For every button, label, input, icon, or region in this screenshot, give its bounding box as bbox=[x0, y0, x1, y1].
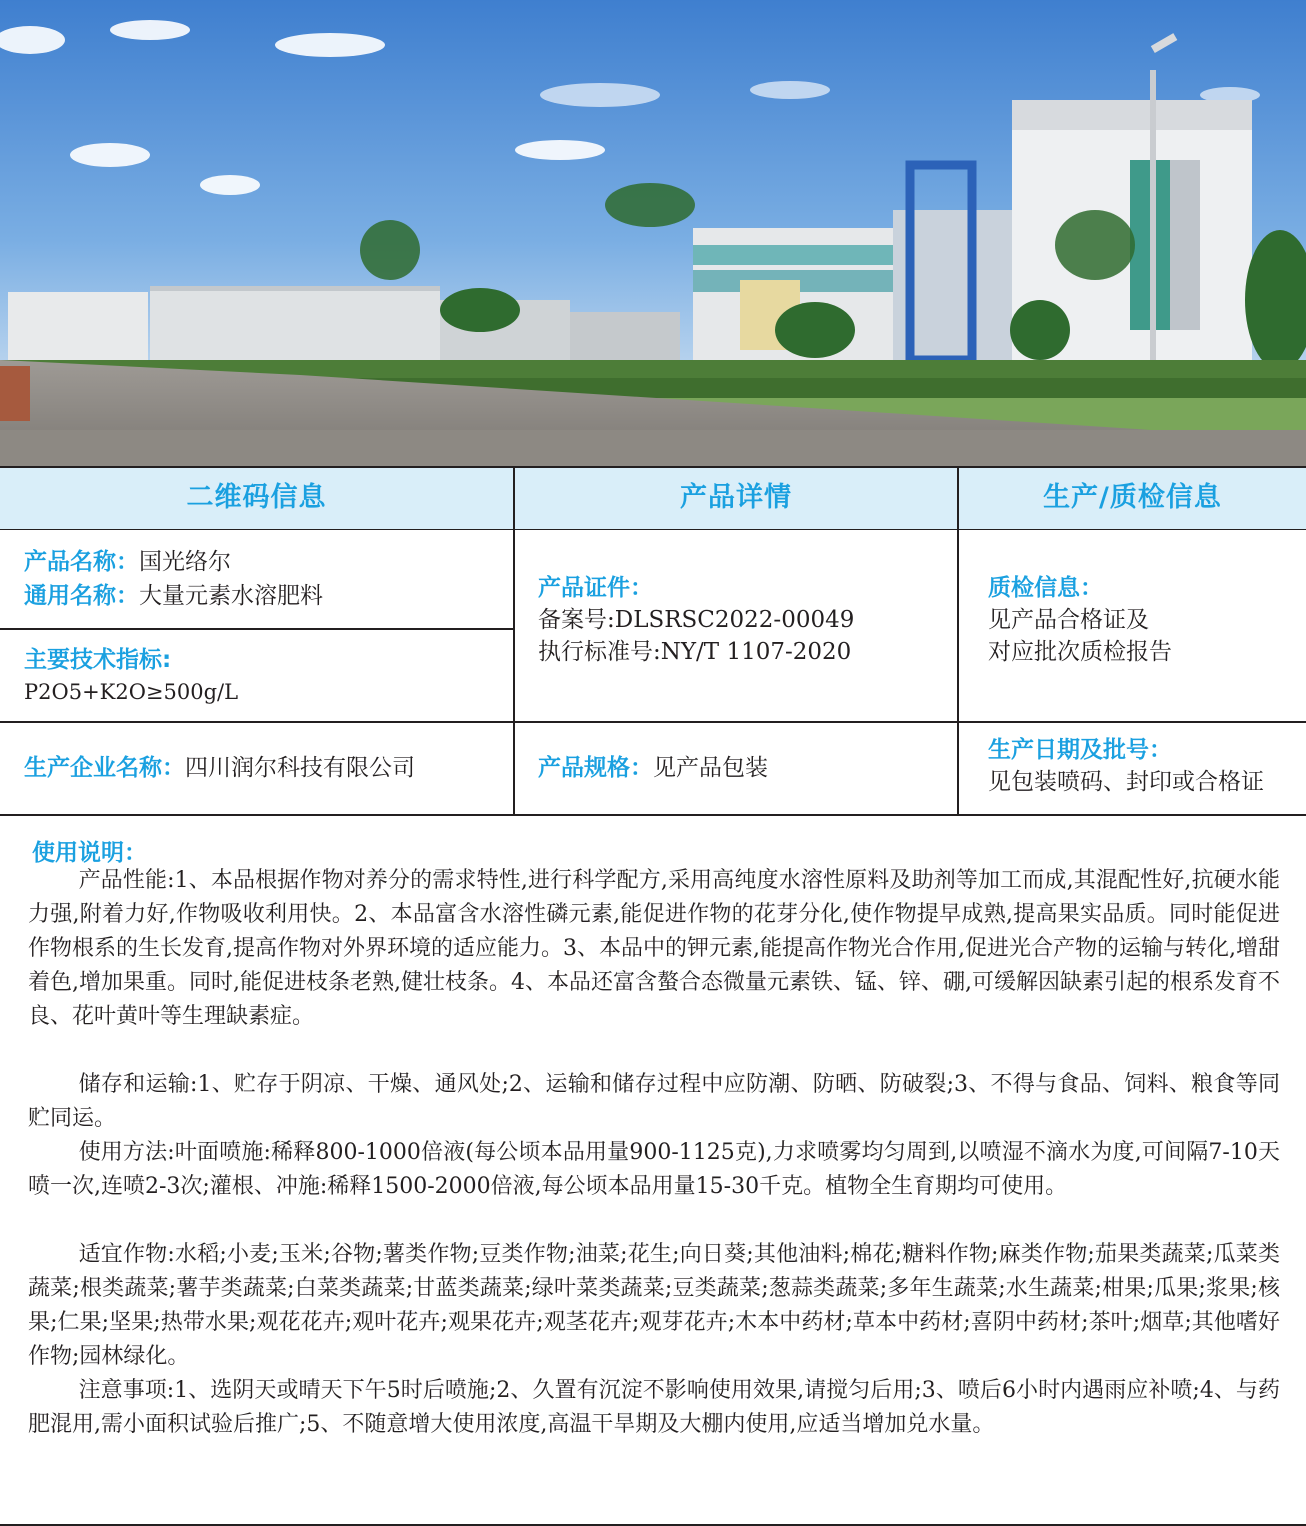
spec-value: 见产品包装 bbox=[653, 755, 768, 781]
factory-illustration bbox=[0, 0, 1306, 466]
header-product-details: 产品详情 bbox=[680, 482, 792, 513]
factory-photo bbox=[0, 0, 1306, 466]
column-divider bbox=[957, 468, 959, 814]
manufacturer-label: 生产企业名称： bbox=[24, 755, 185, 781]
usage-title: 使用说明： bbox=[32, 840, 147, 866]
standard-number: 执行标准号:NY/T 1107-2020 bbox=[538, 639, 852, 665]
quality-value-line1: 见产品合格证及 bbox=[988, 607, 1149, 633]
usage-paragraph-storage: 储存和运输:1、贮存于阴凉、干燥、通风处;2、运输和储存过程中应防潮、防晒、防破裂;3、不得与食品、饲料、粮食等同贮同运。 bbox=[28, 1072, 1280, 1131]
batch-value: 见包装喷码、封印或合格证 bbox=[988, 769, 1264, 795]
certificate-label: 产品证件： bbox=[538, 575, 653, 601]
tech-index-block bbox=[24, 644, 238, 708]
spec-label: 产品规格： bbox=[538, 755, 653, 781]
manufacturer-value: 四川润尔科技有限公司 bbox=[185, 755, 415, 781]
tech-index-value: P2O5+K2O≥500g/L bbox=[24, 680, 239, 704]
product-name-value: 国光络尔 bbox=[139, 549, 231, 575]
usage-paragraph-notes: 注意事项:1、选阴天或晴天下午5时后喷施;2、久置有沉淀不影响使用效果,请搅匀后用;3、喷后6小时内遇雨应补喷;4、与药肥混用,需小面积试验后推广;5、不随意增大使用浓度,高温干旱期及大棚内使用,应适当增加兑水量。 bbox=[28, 1378, 1280, 1437]
quality-value-line2: 对应批次质检报告 bbox=[988, 639, 1172, 665]
usage-paragraph-performance: 产品性能:1、本品根据作物对养分的需求特性,进行科学配方,采用高纯度水溶性原料及助剂等加工而成,其混配性好,抗硬水能力强,附着力好,作物吸收利用快。2、本品富含水溶性磷元素,能促进作物的花芽分化,使作物提早成熟,提高果实品质。同时能促进作物根系的生长发育,提高作物对外界环境的适应能力。3、本品中的钾元素,能提高作物光合作用,促进光合产物的运输与转化,增甜着色,增加果重。同时,能促进枝条老熟,健壮枝条。4、本品还富含螯合态微量元素铁、锰、锌、硼,可缓解因缺素引起的根系发育不良、花叶黄叶等生理缺素症。 bbox=[28, 868, 1280, 1029]
quality-label: 质检信息： bbox=[988, 575, 1103, 601]
spec-block bbox=[538, 752, 768, 786]
tech-index-label: 主要技术指标: bbox=[24, 647, 172, 673]
quality-block bbox=[988, 572, 1172, 668]
usage-instructions bbox=[0, 816, 1306, 1526]
common-name-label: 通用名称： bbox=[24, 583, 139, 609]
column-divider bbox=[513, 468, 515, 814]
product-name-block bbox=[24, 546, 323, 614]
usage-paragraph-crops: 适宜作物:水稻;小麦;玉米;谷物;薯类作物;豆类作物;油菜;花生;向日葵;其他油料;棉花;糖料作物;麻类作物;茄果类蔬菜;瓜菜类蔬菜;根类蔬菜;薯芋类蔬菜;白菜类蔬菜;甘蓝类蔬菜;绿叶菜类蔬菜;豆类蔬菜;葱蒜类蔬菜;多年生蔬菜;水生蔬菜;柑果;瓜果;浆果;核果;仁果;坚果;热带水果;观花花卉;观叶花卉;观果花卉;观茎花卉;观芽花卉;木本中药材;草本中药材;喜阴中药材;茶叶;烟草;其他嗜好作物;园林绿化。 bbox=[28, 1242, 1280, 1369]
product-name-label: 产品名称： bbox=[24, 549, 139, 575]
info-table bbox=[0, 466, 1306, 816]
header-production-qc: 生产/质检信息 bbox=[1043, 482, 1222, 513]
row-divider bbox=[0, 721, 1306, 723]
car bbox=[0, 366, 30, 421]
table-header bbox=[0, 468, 1306, 530]
batch-block bbox=[988, 734, 1264, 798]
batch-label: 生产日期及批号： bbox=[988, 737, 1172, 763]
usage-paragraph-method: 使用方法:叶面喷施:稀释800-1000倍液(每公顷本品用量900-1125克),力求喷雾均匀周到,以喷湿不滴水为度,可间隔7-10天喷一次,连喷2-3次;灌根、冲施:稀释1500-2000倍液,每公顷本品用量15-30千克。植物全生育期均可使用。 bbox=[28, 1140, 1280, 1199]
header-qrcode-info: 二维码信息 bbox=[186, 482, 327, 513]
manufacturer-block bbox=[24, 752, 415, 786]
certificate-block bbox=[538, 572, 854, 668]
row-divider bbox=[0, 628, 513, 630]
common-name-value: 大量元素水溶肥料 bbox=[139, 583, 323, 609]
record-number: 备案号:DLSRSC2022-00049 bbox=[538, 607, 855, 633]
